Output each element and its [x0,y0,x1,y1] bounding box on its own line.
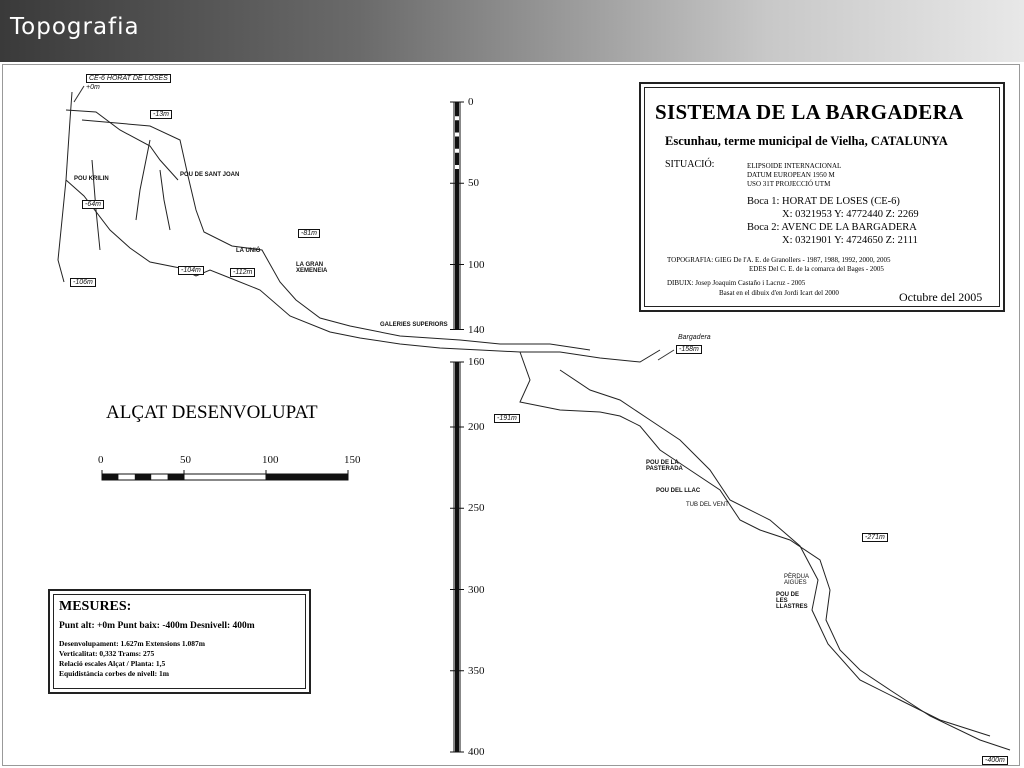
vertical-scale-tick-label: 300 [468,583,485,596]
page-title: Topografia [10,14,140,40]
drawing-date: Octubre del 2005 [899,290,983,304]
alcat-title: ALÇAT DESENVOLUPAT [106,402,318,423]
horizontal-scale-bar [102,470,348,480]
vertical-scale-tick-label: 140 [468,323,485,336]
depth-label: -104m [178,266,204,275]
boca1: Boca 1: HORAT DE LOSES (CE-6) [747,196,900,207]
cave-feature-label: TUB DEL VENT [686,502,729,508]
cave-feature-label: POU KRILIN [74,176,109,182]
mesures-line: Desenvolupament: 1.627m Extensions 1.087m [59,639,206,648]
horizontal-scale-fill [266,474,348,480]
depth-label: -271m [862,533,888,542]
cave-feature-label: LA UNIÓ [236,248,261,254]
cave-feature-label: POU DE LES LLASTRES [776,592,808,610]
entrance-arrow-icon [74,86,84,102]
ce6-depth: +0m [86,84,100,91]
vertical-scale-tick-label: 100 [468,258,485,271]
dibuix-credit: Basat en el dibuix d'en Jordi Icart del 2000 [719,289,839,297]
cave-feature-label: LA GRAN XEMENEIA [296,262,328,274]
depth-label: -81m [298,229,320,238]
mesures-line: Relació escales Alçat / Planta: 1,5 [59,659,166,668]
horizontal-scale-tick-label: 0 [98,454,104,466]
vertical-scale-tick-label: 0 [468,96,474,108]
depth-label: -13m [150,110,172,119]
vertical-scale-notch [455,165,459,169]
boca2-coords: X: 0321901 Y: 4724650 Z: 2111 [782,235,918,246]
horizontal-scale-fill [102,474,118,480]
depth-label: -158m [676,345,702,354]
mesures-line: Verticalitat: 0,332 Trams: 275 [59,649,155,658]
vertical-scale-tick-label: 350 [468,664,485,677]
vertical-scale-fill [455,362,459,752]
situacio-line: ELIPSOIDE INTERNACIONAL [747,162,842,170]
cave-system-title: SISTEMA DE LA BARGADERA [655,100,964,124]
location-subtitle: Escunhau, terme municipal de Vielha, CATALUNYA [665,134,948,148]
depth-label: -64m [82,200,104,209]
ce6-label: CE-6 HORAT DE LOSES [86,74,171,83]
depth-label: -106m [70,278,96,287]
mesures-line: Punt alt: +0m Punt baix: -400m Desnivell: 400m [59,621,255,631]
depth-label: -400m [982,756,1008,765]
horizontal-scale-tick-label: 150 [344,454,361,466]
vertical-scale-tick-label: 200 [468,421,485,433]
cave-feature-label: PÈRDUA AIGÜES [784,574,809,586]
topografia-credit: EDES Del C. E. de la comarca del Bages - 2005 [749,265,884,273]
vertical-scale-tick-label: 160 [468,356,485,368]
cave-feature-label: POU DEL LLAC [656,488,701,494]
cave-feature-label: POU DE LA PASTERADA [646,460,683,472]
vertical-scale-notch [455,116,459,120]
situacio-label: SITUACIÓ: [665,159,715,170]
entrance-arrow-icon [658,350,674,360]
dibuix-credit: DIBUIX: Josep Joaquim Castaño i Lacruz - 2005 [667,279,806,287]
mesures-title: MESURES: [59,599,132,614]
horizontal-scale-fill [168,474,184,480]
bargadera-label: Bargadera [678,334,711,341]
vertical-scale-tick-label: 50 [468,177,479,190]
horizontal-scale-fill [135,474,151,480]
depth-label: -191m [494,414,520,423]
cave-feature-label: POU DE SANT JOAN [180,172,240,178]
depth-label: -112m [230,268,255,277]
boca2: Boca 2: AVENC DE LA BARGADERA [747,222,917,233]
horizontal-scale-tick-label: 50 [180,454,191,466]
mesures-box [48,589,311,694]
vertical-scale-bar [450,102,464,752]
situacio-line: DATUM EUROPEAN 1950 M [747,171,835,179]
cave-feature-label: GALERIES SUPERIORS [380,322,448,328]
vertical-scale-tick-label: 250 [468,502,485,515]
mesures-line: Equidistància corbes de nivell: 1m [59,669,170,678]
boca1-coords: X: 0321953 Y: 4772440 Z: 2269 [782,209,919,220]
info-box [639,82,1005,312]
topografia-credit: TOPOGRAFIA: GIEG De l'A. E. de Granollers - 1987, 1988, 1992, 2000, 2005 [667,256,891,264]
vertical-scale-tick-label: 400 [468,746,485,758]
situacio-line: USO 31T PROJECCIÓ UTM [747,180,831,188]
horizontal-scale-tick-label: 100 [262,454,279,466]
vertical-scale-notch [455,149,459,153]
vertical-scale-notch [455,133,459,137]
